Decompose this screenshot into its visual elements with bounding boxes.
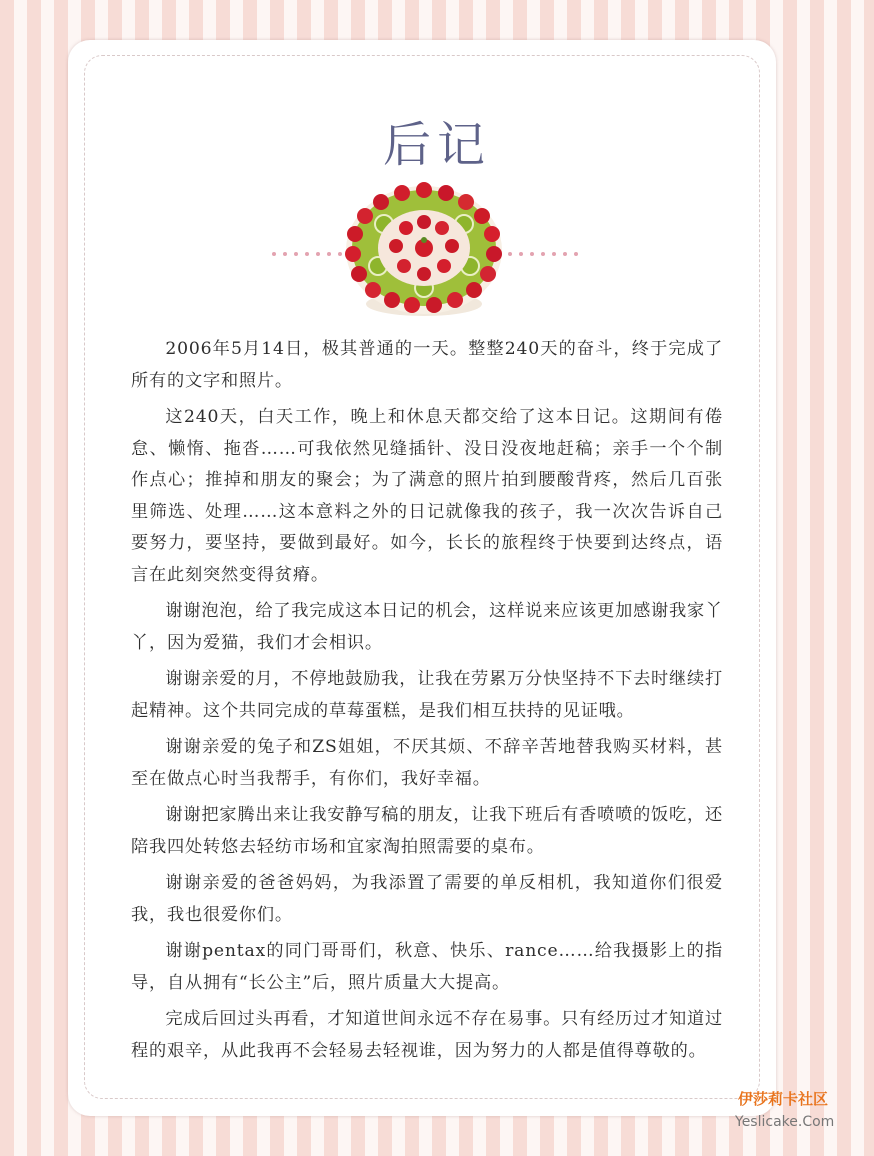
dot-divider-right (508, 241, 585, 245)
dot-divider-left (272, 241, 349, 245)
afterword-text (131, 334, 723, 1072)
watermark-site: Yeslicake.Com (735, 1114, 835, 1130)
watermark-name: 伊莎莉卡社区 (738, 1090, 829, 1108)
paragraph: 谢谢亲爱的兔子和ZS姐姐，不厌其烦、不辞辛苦地替我购买材料，甚至在做点心时当我帮手，有你们，我好幸福。 (131, 737, 723, 789)
paragraph: 谢谢亲爱的爸爸妈妈，为我添置了需要的单反相机，我知道你们很爱我，我也很爱你们。 (131, 873, 723, 925)
paragraph: 谢谢泡泡，给了我完成这本日记的机会，这样说来应该更加感谢我家丫丫，因为爱猫，我们才会相识。 (131, 601, 724, 653)
paragraph: 这240天，白天工作，晚上和休息天都交给了这本日记。这期间有倦怠、懒惰、拖沓……可我依然见缝插针、没日没夜地赶稿；亲手一个个制作点心；推掉和朋友的聚会；为了满意的照片拍到腰酸背疼，然后几百张里筛选、处理……这本意料之外的日记就像我的孩子，我一次次告诉自己要努力，要坚持，要做到最好。如今，长长的旅程终于快要到达终点，语言在此刻突然变得贫瘠。 (131, 407, 723, 585)
paragraph: 谢谢把家腾出来让我安静写稿的朋友，让我下班后有香喷喷的饭吃，还陪我四处转悠去轻纺市场和宜家淘拍照需要的桌布。 (131, 805, 724, 857)
paragraph: 谢谢亲爱的月，不停地鼓励我，让我在劳累万分快坚持不下去时继续打起精神。这个共同完成的草莓蛋糕，是我们相互扶持的见证哦。 (131, 669, 724, 721)
paragraph: 完成后回过头再看，才知道世间永远不存在易事。只有经历过才知道过程的艰辛，从此我再不会轻易去轻视谁，因为努力的人都是值得尊敬的。 (131, 1009, 724, 1061)
paragraph: 2006年5月14日，极其普通的一天。整整240天的奋斗，终于完成了所有的文字和照片。 (131, 339, 723, 391)
paragraph: 谢谢pentax的同门哥哥们，秋意、快乐、rance……给我摄影上的指导，自从拥有“长公主”后，照片质量大大提高。 (131, 941, 723, 993)
page-title: 后记 (382, 117, 491, 173)
strawberry-cake-illustration (342, 176, 506, 322)
